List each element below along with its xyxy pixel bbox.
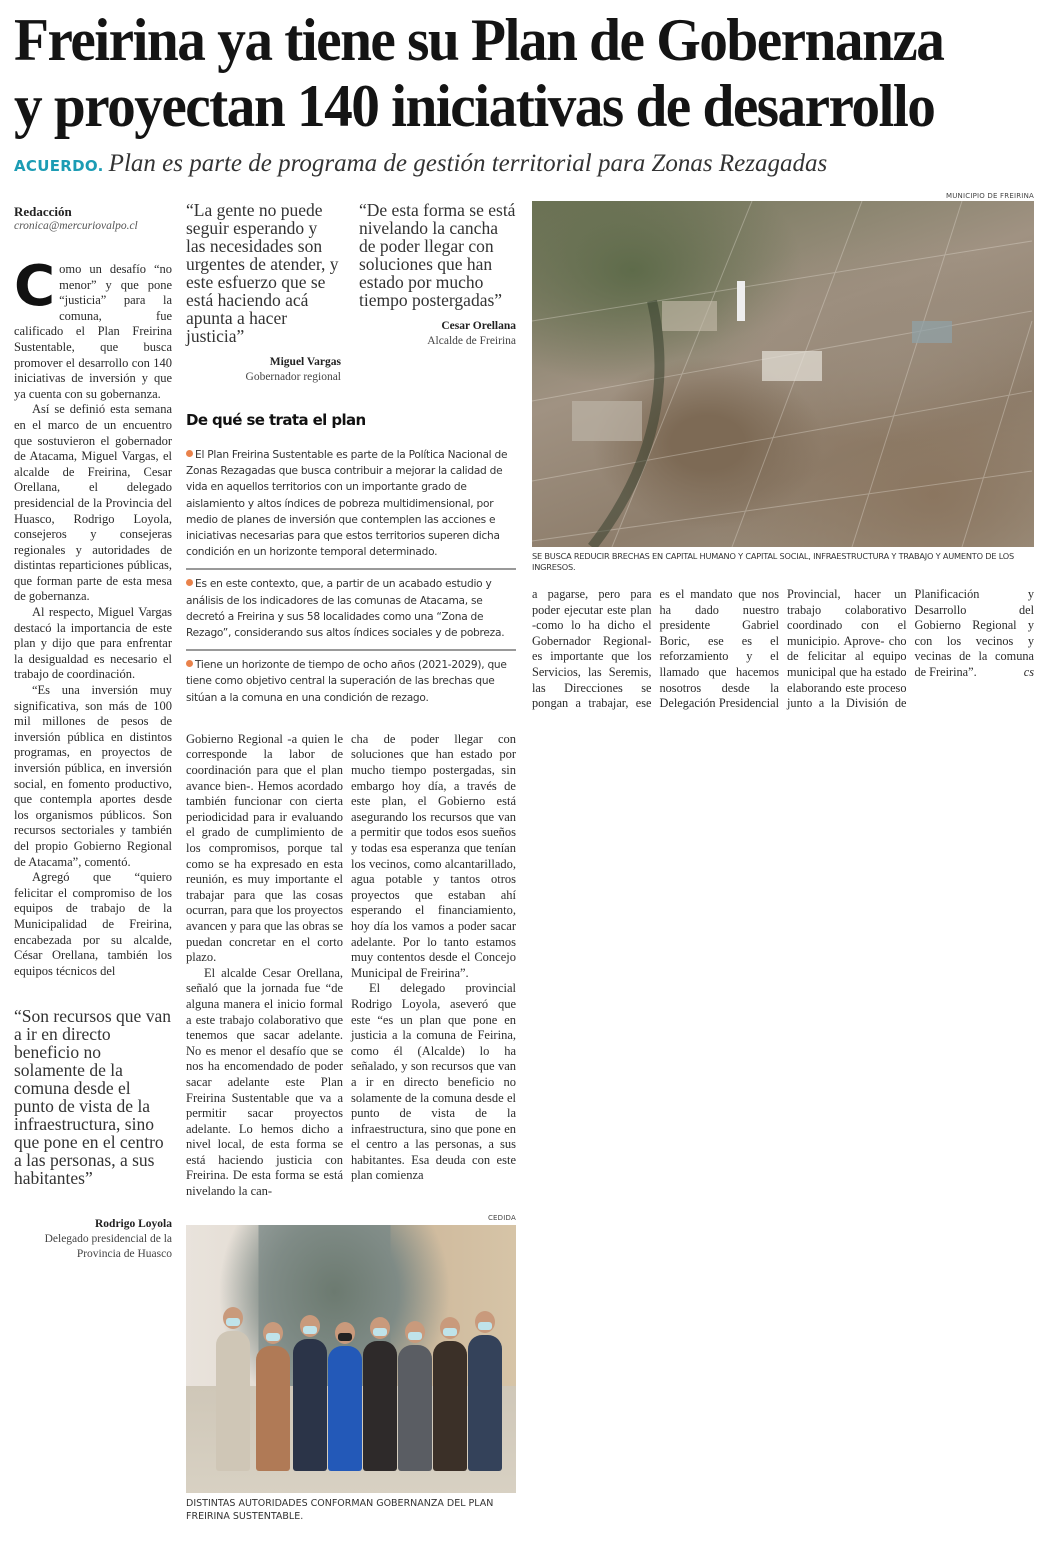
group-photo-authorities xyxy=(186,1225,516,1493)
quote-name: Cesar Orellana xyxy=(441,320,516,332)
paragraph: a pagarse, pero para poder ejecutar este plan -como lo ha dicho el Gobernador Regional- es importante que los Servicios, las Seremis, las Direcciones se pongan a trabajar, ese es el mandato que nos ha dado nuestro presidente Gabriel Boric, ese es el reforzamiento y el llamado que hacemos nosotros desde la Delegación Presidencial Provincial, hacer un trabajo colaborativo coordinado con el municipio. Aprove- cho de felicitar al equipo municipal que ha estado elaborando este proceso junto a la División de Planificación y Desarrollo del Gobierno Regional y con los vecinos y vecinas de la comuna de Freirina”. cs xyxy=(532,587,1034,711)
quote-name: Miguel Vargas xyxy=(269,356,341,368)
info-box xyxy=(186,411,516,706)
photo-credit: MUNICIPIO DE FREIRINA xyxy=(945,192,1034,200)
headline-line-2: y proyectan 140 iniciativas de desarrollo xyxy=(14,73,935,139)
bullet-dot-icon xyxy=(186,660,193,667)
photo-caption: DISTINTAS AUTORIDADES CONFORMAN GOBERNANZA DEL PLAN FREIRINA SUSTENTABLE. xyxy=(186,1497,494,1522)
quote-text: “La gente no puede seguir esperando y las necesidades son urgentes de atender, y este esfuerzo que se está haciendo acá apunta a hacer justicia” xyxy=(186,200,339,346)
paragraph: El alcalde Cesar Orellana, señaló que la jornada fue “de alguna manera el inicio formal a este trabajo colaborativo que tenemos que sacar adelante. No es menor el desafío que se nos ha encomendado de poder sacar adelante este Plan Freirina Sustentable que va a permitir sacar proyectos adelante. Lo hemos dicho a nivel local, de esta forma se está haciendo justicia con Freirina. De esta forma se está nivelando la can- xyxy=(186,965,343,1199)
headline-line-1: Freirina ya tiene su Plan de Gobernanza xyxy=(14,7,944,73)
info-box-title: De qué se trata el plan xyxy=(186,411,366,429)
info-bullet: El Plan Freirina Sustentable es parte de la Política Nacional de Zonas Rezagadas que busca contribuir a mejorar la calidad de vida en aquellos territorios con un importante grado de aislamiento y altos índices de pobreza multidimensional, por medio de planes de inversión que contemplen las acciones e iniciativas necesarias para que estos territorios superen dicha condición en un horizonte temporal determinado. xyxy=(186,449,508,559)
person-figure xyxy=(433,1341,467,1471)
author-email[interactable]: cronica@mercuriovalpo.cl xyxy=(14,220,138,232)
paragraph: Agregó que “quiero felicitar el compromiso de los equipos de trabajo de la Municipalidad de Freirina, encabezada por su alcalde, César Orellana, también los equipos técnicos del xyxy=(14,870,172,978)
end-mark-icon: cs xyxy=(1023,664,1034,679)
bullet-dot-icon xyxy=(186,579,193,586)
bullet-dot-icon xyxy=(186,450,193,457)
middle-column xyxy=(186,192,516,1523)
subtitle: Plan es parte de programa de gestión territorial para Zonas Rezagadas xyxy=(108,150,828,177)
person-figure xyxy=(256,1346,290,1471)
quote-role: Gobernador regional xyxy=(245,371,341,383)
aerial-photo-freirina xyxy=(532,201,1034,547)
quote-role: Alcalde de Freirina xyxy=(427,335,516,347)
paragraph: “Es una inversión muy significativa, son más de 100 mil millones de pesos de inversión pública en distintos programas, en proyectos de inversión pública, en inversión social, en fomento productivo, que contempla aportes desde los organismos públicos. Son recursos sectoriales y también del propio Gobierno Regional de Atacama”, comentó. xyxy=(14,683,172,869)
paragraph: cha de poder llegar con soluciones que han estado por mucho tiempo postergadas, sin embargo hoy día, a través de este plan, el Gobierno está asegurando los recursos que van a permitir que todos esos sueños y todas esa esperanza que tenían los vecinos, como alcantarillado, agua potable y tantos otros proyectos que estaban ahí esperando el financiamiento, hoy día los vamos a poder sacar adelante. Por lo tanto estamos muy contentos desde el Concejo Municipal de Freirina”. xyxy=(351,731,516,980)
kicker: ACUERDO. xyxy=(14,157,104,175)
article-column-3 xyxy=(351,732,516,1184)
article-column-2 xyxy=(186,732,343,1200)
quote-text: “De esta forma se está nivelando la cancha de poder llegar con soluciones que han estado por mucho tiempo postergadas” xyxy=(359,200,516,310)
subheadline xyxy=(14,150,827,178)
person-figure xyxy=(468,1335,502,1471)
pull-quote-vargas xyxy=(186,201,341,385)
paragraph: omo un desafío “no menor” y que pone “justicia” para la comuna, fue calificado el Plan Freirina Sustentable, que busca promover el desarrollo con 140 iniciativas de inversión y que ya cuenta con su gobernanza. xyxy=(14,262,172,401)
info-bullet: Tiene un horizonte de tiempo de ocho años (2021-2029), que tiene como objetivo central la superación de las brechas que sitúan a la comuna en una condición de rezago. xyxy=(186,659,507,704)
divider xyxy=(186,649,516,651)
paragraph: Gobierno Regional -a quien le corresponde la labor de coordinación para que el plan avance bien-. Hemos acordado también funcionar con cierta periodicidad para ir evaluando el grado de cumplimiento de los compromisos, porque tal como se ha expresado en esta reunión, es muy importante el trabajar para que las cosas ocurran, para que los proyectos avancen y para que las obras se puedan concretar en el corto plazo. xyxy=(186,731,343,965)
paragraph: El delegado provincial Rodrigo Loyola, aseveró que este “es un plan que pone en justicia a la comuna de Feirina, como él (Alcalde) lo ha señalado, y son recursos que van a ir en directo beneficio no solamente de la comuna desde el punto de vista de la infraestructura, sino que pone en el centro a las personas, a sus habitantes. Esa deuda con este plan comienza xyxy=(351,981,516,1183)
article-columns-4-7 xyxy=(532,587,1034,712)
article-column-1 xyxy=(14,254,172,979)
person-figure xyxy=(216,1331,250,1471)
info-bullet: Es en este contexto, que, a partir de un acabado estudio y análisis de los indicadores de las comunas de Atacama, se decretó a Freirina y sus 58 localidades como una “Zona de Rezago”, considerando sus altos índices sociales y de pobreza. xyxy=(186,578,505,640)
pull-quote-orellana xyxy=(359,201,516,385)
left-column xyxy=(14,192,172,1262)
quote-text: “Son recursos que van a ir en directo beneficio no solamente de la comuna desde el punto de vista de la infraestructura, sino que pone en el centro a las personas, a sus habitantes” xyxy=(14,1006,171,1189)
group-photo-block xyxy=(186,1214,516,1523)
photo-caption: SE BUSCA REDUCIR BRECHAS EN CAPITAL HUMANO Y CAPITAL SOCIAL, INFRAESTRUCTURA Y TRABAJO Y AUMENTO DE LOS INGRESOS. xyxy=(532,551,1015,572)
paragraph: Así se definió esta semana en el marco de un encuentro que sostuvieron el gobernador de Atacama, Miguel Vargas, el alcalde de Freirina, Cesar Orellana, el delegado presidencial de la Provincia del Huasco, Rodrigo Loyola, consejeros y consejeras regionales y autoridades de distintas reparticiones públicas, que forman parte de esta mesa de gobernanza. xyxy=(14,402,172,604)
person-figure xyxy=(293,1339,327,1471)
right-column xyxy=(532,192,1034,712)
quote-name: Rodrigo Loyola xyxy=(95,1218,172,1231)
article-body xyxy=(14,192,1034,1543)
author: Redacción xyxy=(14,204,72,219)
drop-cap: C xyxy=(14,254,56,319)
person-figure xyxy=(398,1345,432,1471)
person-figure xyxy=(363,1341,397,1471)
quote-role: Delegado presidencial de la Provincia de Huasco xyxy=(44,1233,172,1261)
byline xyxy=(14,204,172,232)
paragraph: Al respecto, Miguel Vargas destacó la importancia de este plan y dijo que para enfrentar la desigualdad es necesario el trabajo de coordinación. xyxy=(14,605,172,682)
pull-quotes-row xyxy=(186,201,516,385)
article-columns-2-3 xyxy=(186,732,516,1200)
person-figure xyxy=(328,1346,362,1471)
divider xyxy=(186,568,516,570)
photo-credit: CEDIDA xyxy=(487,1213,516,1222)
aerial-town-illustration xyxy=(532,201,1034,547)
pull-quote-loyola xyxy=(14,1007,172,1262)
